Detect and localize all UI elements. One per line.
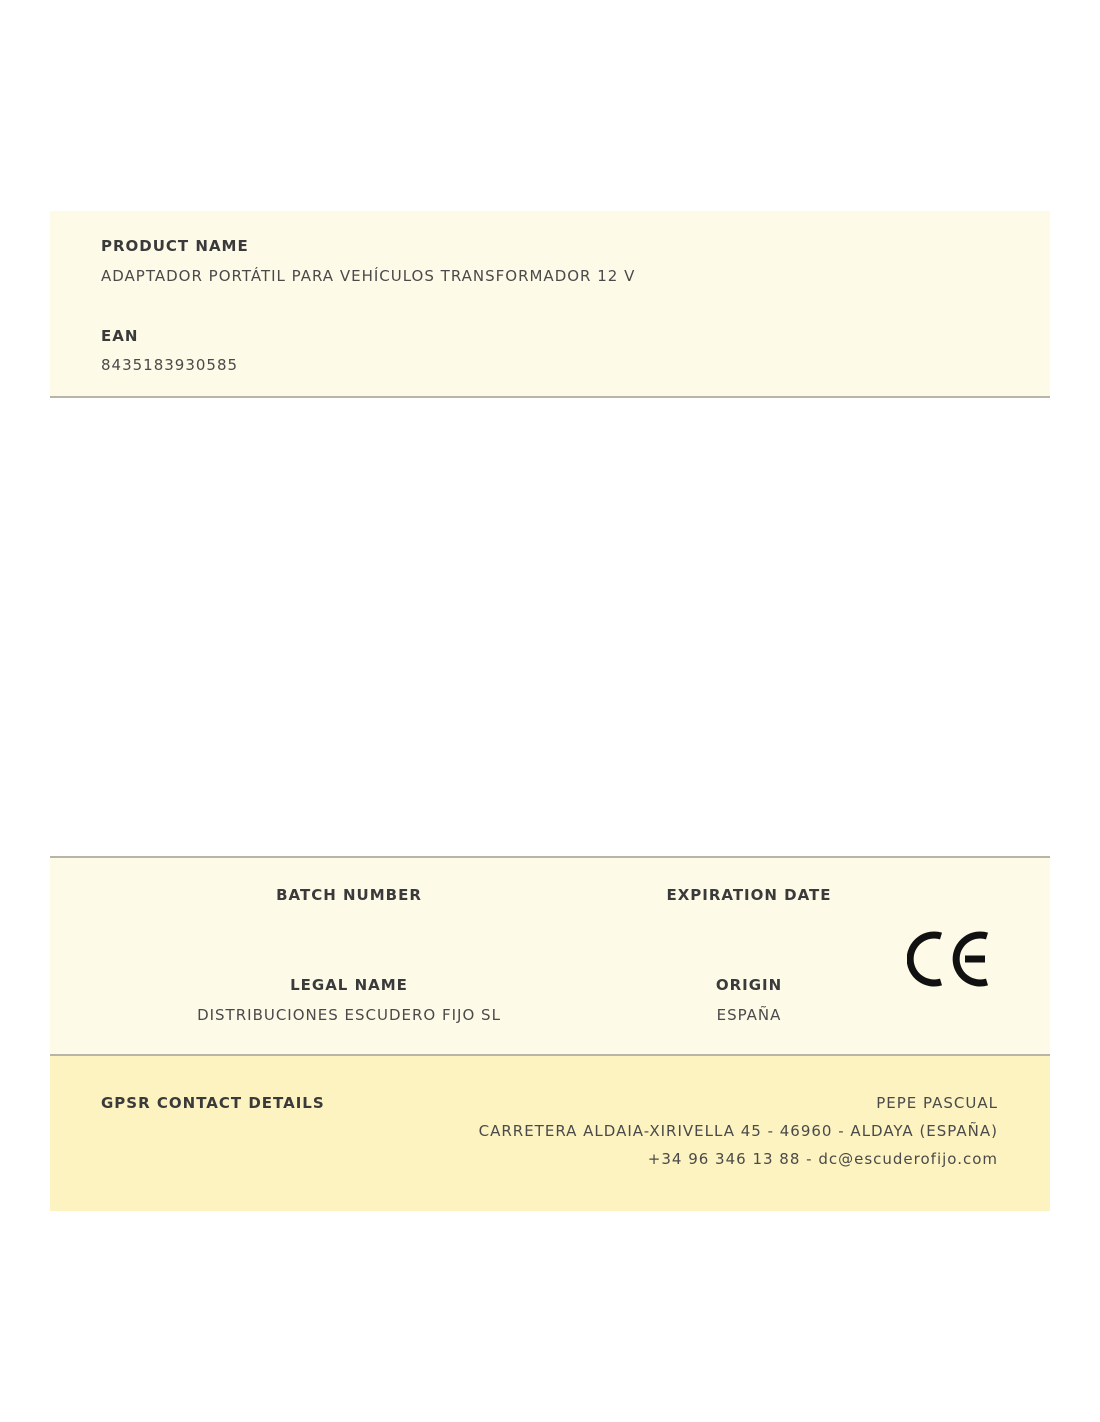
contact-phone-email: +34 96 346 13 88 - dc@escuderofijo.com: [647, 1150, 998, 1168]
gpsr-contact-panel: [50, 1056, 1050, 1211]
gpsr-contact-label: GPSR CONTACT DETAILS: [101, 1094, 325, 1112]
contact-address: CARRETERA ALDAIA-XIRIVELLA 45 - 46960 - ALDAYA (ESPAÑA): [478, 1122, 998, 1140]
batch-legal-panel: [50, 856, 1050, 1056]
batch-number-label: BATCH NUMBER: [276, 886, 422, 904]
expiration-date-label: EXPIRATION DATE: [666, 886, 832, 904]
origin-label: ORIGIN: [715, 976, 783, 994]
origin-value: ESPAÑA: [716, 1006, 782, 1024]
product-name-value: ADAPTADOR PORTÁTIL PARA VEHÍCULOS TRANSFORMADOR 12 V: [101, 267, 636, 285]
ce-mark-icon: [907, 928, 993, 990]
contact-name: PEPE PASCUAL: [876, 1094, 998, 1112]
ean-label: EAN: [101, 327, 139, 345]
legal-name-value: DISTRIBUCIONES ESCUDERO FIJO SL: [197, 1006, 501, 1024]
product-name-label: PRODUCT NAME: [101, 237, 249, 255]
ean-value: 8435183930585: [101, 356, 239, 374]
legal-name-label: LEGAL NAME: [290, 976, 408, 994]
product-info-panel: [50, 211, 1050, 398]
contact-details: [479, 1094, 998, 1178]
